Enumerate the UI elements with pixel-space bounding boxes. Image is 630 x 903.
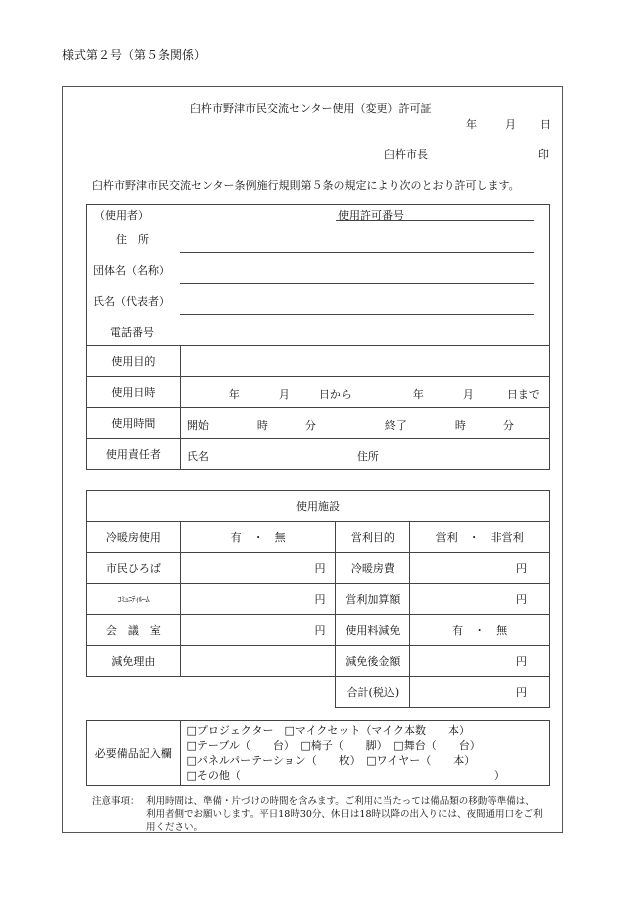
- table-row: [87, 408, 550, 439]
- form-number: 様式第２号（第５条関係）: [62, 48, 207, 62]
- notes-line-1: 利用時間は、準備・片づけの時間を含みます。ご利用に当たっては備品類の移動等準備は、: [146, 796, 535, 807]
- equipment-line-3[interactable]: □パネルパーテーション（ 枚） □ワイヤー（ 本）: [186, 754, 476, 767]
- profit-surcharge[interactable]: 円: [410, 584, 550, 615]
- purpose-field[interactable]: [180, 346, 549, 377]
- equipment-line-2[interactable]: □テーブル（ 台） □椅子（ 脚） □舞台（ 台）: [186, 739, 481, 752]
- time-field[interactable]: [180, 408, 549, 439]
- phone-label: 電話番号: [110, 326, 154, 339]
- equipment-table: [86, 720, 550, 786]
- blank-cell: [87, 677, 336, 708]
- date-month: 月: [505, 118, 516, 131]
- total-label: 合計(税込): [336, 677, 410, 708]
- permit-no-line: [336, 220, 534, 221]
- resp-label: 使用責任者: [87, 439, 181, 470]
- name-line[interactable]: [180, 314, 534, 315]
- meeting-room-fee[interactable]: 円: [180, 615, 336, 646]
- cooling-fee[interactable]: 円: [410, 553, 550, 584]
- cooling-choice[interactable]: 有 ・ 無: [180, 522, 336, 553]
- table-row: [87, 439, 550, 470]
- name-label: 氏名（代表者）: [93, 295, 170, 308]
- equipment-line-4[interactable]: □その他（ ）: [186, 769, 505, 782]
- tm-end: 終了: [384, 419, 407, 432]
- address-label: 住 所: [116, 233, 149, 246]
- meeting-room-label: 会 議 室: [87, 615, 181, 646]
- after-exemption-label: 減免後金額: [336, 646, 410, 677]
- exemption-reason-label: 減免理由: [87, 646, 181, 677]
- resp-field[interactable]: [180, 439, 549, 470]
- resp-address-label: 住所: [356, 450, 379, 463]
- org-label: 団体名（名称）: [93, 264, 170, 277]
- table-row: [87, 615, 550, 646]
- table-row: [87, 721, 550, 786]
- table-row: [87, 377, 550, 408]
- datetime-label: 使用日時: [87, 377, 181, 408]
- facility-title: 使用施設: [87, 491, 550, 522]
- permit-title: 臼杵市野津市民交流センター使用（変更）許可証: [190, 102, 432, 115]
- datetime-field[interactable]: [180, 377, 549, 408]
- community-room-label: ｺﾐｭﾆﾃｨﾙｰﾑ: [87, 584, 181, 615]
- exemption-reason-field[interactable]: [180, 646, 336, 677]
- permit-statement: 臼杵市野津市民交流センター条例施行規則第５条の規定により次のとおり許可します。: [92, 179, 520, 192]
- org-line[interactable]: [180, 283, 534, 284]
- notes-line-3: 用ください。: [146, 822, 204, 833]
- community-room-fee[interactable]: 円: [180, 584, 336, 615]
- date-year: 年: [466, 118, 477, 131]
- equipment-line-1[interactable]: □プロジェクター □マイクセット（マイク本数 本）: [186, 724, 470, 737]
- notes-line-2: 利用者側でお願いします。平日18時30分、休日は18時以降の出入りには、夜間通用口をご利: [146, 809, 543, 820]
- table-row: [87, 646, 550, 677]
- tm-min1: 分: [304, 419, 316, 432]
- purpose-label: 使用目的: [87, 346, 181, 377]
- dt-year1: 年: [228, 388, 240, 401]
- cooling-fee-label: 冷暖房費: [336, 553, 410, 584]
- after-exemption-amount[interactable]: 円: [410, 646, 550, 677]
- resp-name-label: 氏名: [186, 450, 209, 463]
- profit-choice[interactable]: 営利 ・ 非営利: [410, 522, 550, 553]
- permit-no-label: 使用許可番号: [338, 209, 404, 222]
- usage-table: [86, 345, 550, 470]
- plaza-label: 市民ひろば: [87, 553, 181, 584]
- dt-day2: 日まで: [506, 388, 540, 401]
- plaza-fee[interactable]: 円: [180, 553, 336, 584]
- table-row: [87, 522, 550, 553]
- total-amount[interactable]: 円: [410, 677, 550, 708]
- dt-month2: 月: [462, 388, 474, 401]
- equipment-field[interactable]: [180, 721, 549, 786]
- tm-hour1: 時: [256, 419, 268, 432]
- dt-day1: 日から: [318, 388, 352, 401]
- tm-start: 開始: [186, 419, 209, 432]
- address-line[interactable]: [180, 252, 534, 253]
- dt-year2: 年: [412, 388, 424, 401]
- table-row: [87, 584, 550, 615]
- time-label: 使用時間: [87, 408, 181, 439]
- exemption-choice[interactable]: 有 ・ 無: [410, 615, 550, 646]
- profit-label: 営利目的: [336, 522, 410, 553]
- exemption-label: 使用料減免: [336, 615, 410, 646]
- facility-table: [86, 490, 550, 708]
- seal-mark: 印: [538, 148, 549, 161]
- date-day: 日: [540, 118, 551, 131]
- cooling-label: 冷暖房使用: [87, 522, 181, 553]
- notes-label: 注意事項：: [92, 796, 140, 807]
- table-row: [87, 491, 550, 522]
- dt-month1: 月: [278, 388, 290, 401]
- profit-surcharge-label: 営利加算額: [336, 584, 410, 615]
- tm-hour2: 時: [454, 419, 466, 432]
- equipment-label: 必要備品記入欄: [87, 721, 181, 786]
- tm-min2: 分: [502, 419, 514, 432]
- table-row: [87, 346, 550, 377]
- table-row: [87, 553, 550, 584]
- mayor-label: 臼杵市長: [384, 148, 428, 161]
- table-row: [87, 677, 550, 708]
- user-section-label: （使用者）: [94, 209, 149, 222]
